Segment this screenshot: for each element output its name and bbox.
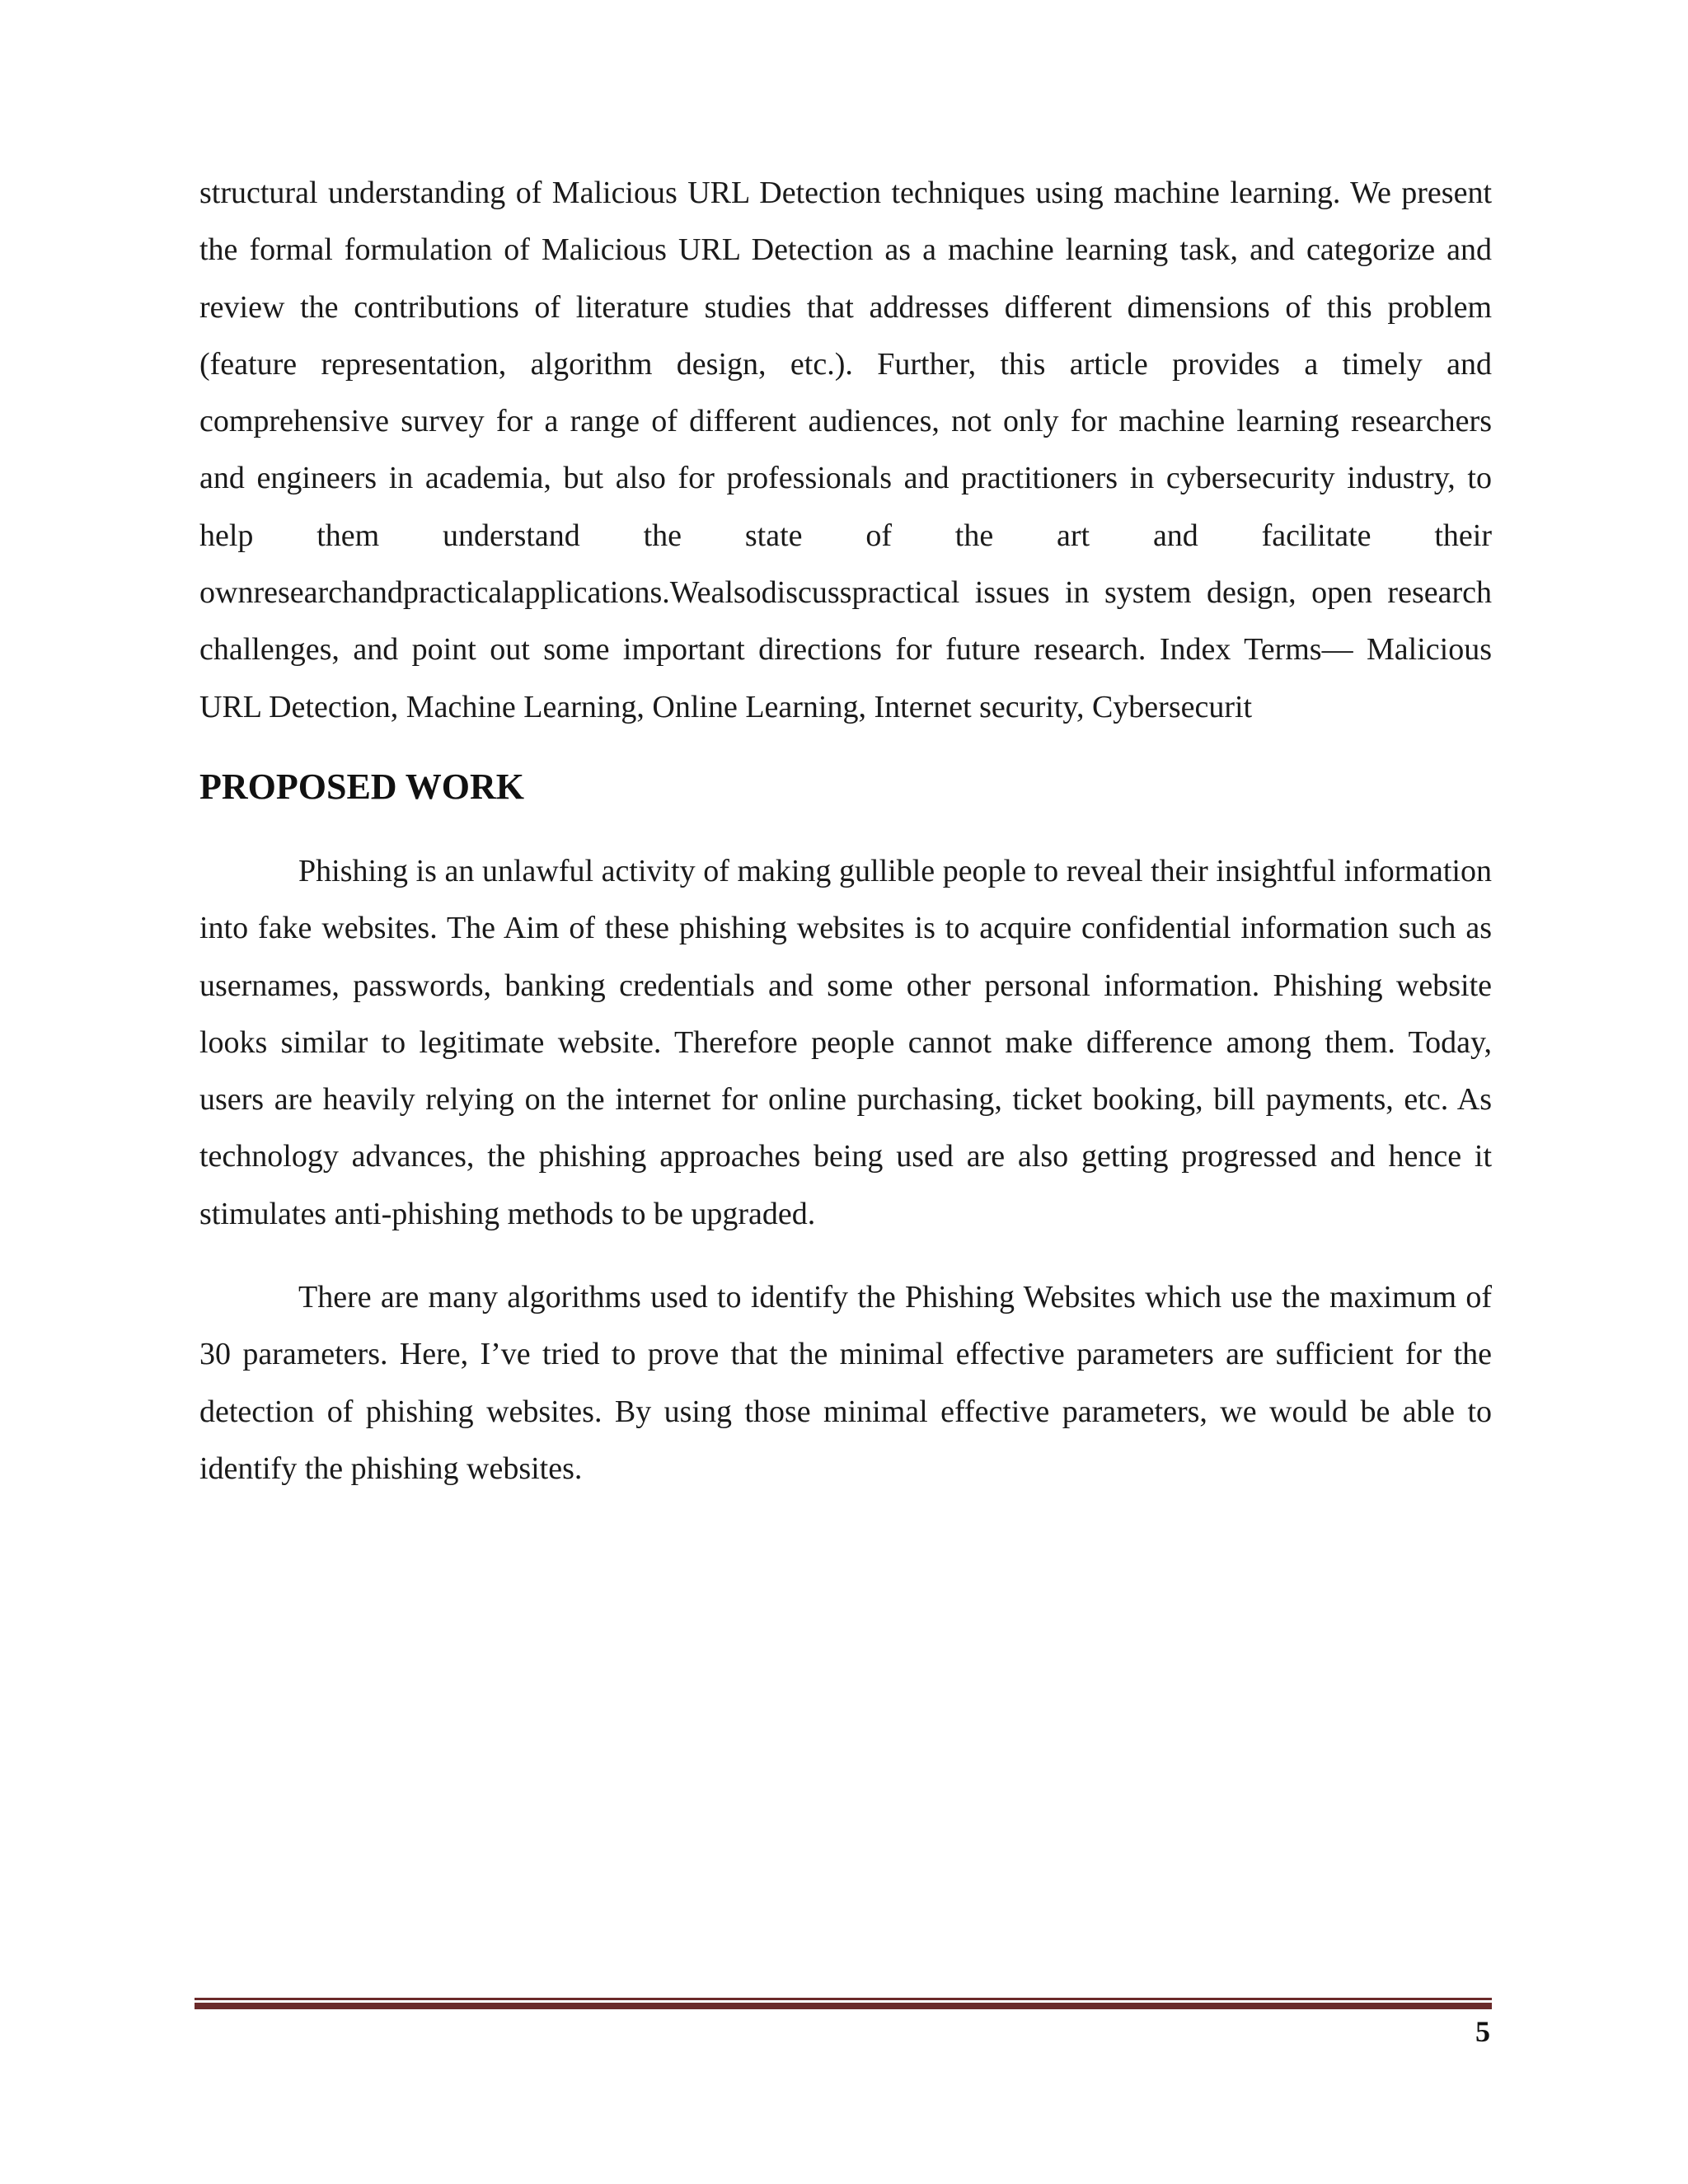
section-heading: PROPOSED WORK — [199, 766, 525, 807]
proposed-work-paragraph-2: There are many algorithms used to identify the Phishing Websites which use the maximum of 30 parameters. Here, I’ve tried to prove that the minimal effective parameters are sufficient for the detection of phishing websites. By using those minimal effective parameters, we would be able to identify the phishing websites. — [199, 1280, 1492, 1486]
footer-rule — [195, 1998, 1492, 2009]
page-number: 5 — [1475, 2015, 1490, 2048]
proposed-work-paragraph-1: Phishing is an unlawful activity of making gullible people to reveal their insightful information into fake websites. The Aim of these phishing websites is to acquire confidential information such as usernames, passwords, banking credentials and some other personal information. Phishing website looks similar to legitimate website. Therefore people cannot make difference among them. Today, users are heavily relying on the internet for online purchasing, ticket booking, bill payments, etc. As technology advances, the phishing approaches being used are also getting progressed and hence it stimulates anti-phishing methods to be upgraded. — [199, 853, 1492, 1231]
paragraph-spacer — [199, 1243, 1492, 1269]
page-body — [199, 165, 1492, 1497]
footer-rule-thin-line — [195, 1998, 1492, 2000]
intro-paragraph: structural understanding of Malicious URL Detection techniques using machine learning. We present the formal formulation of Malicious URL Detection as a machine learning task, and categorize and review the contributions of literature studies that addresses different dimensions of this problem (feature representation, algorithm design, etc.). Further, this article provides a timely and comprehensive survey for a range of different audiences, not only for machine learning researchers and engineers in academia, but also for professionals and practitioners in cybersecurity industry, to help them understand the state of the art and facilitate their ownresearchandpracticalapplications.Wealsodiscusspractical issues in system design, open research challenges, and point out some important directions for future research. Index Terms— Malicious URL Detection, Machine Learning, Online Learning, Internet security, Cybersecurit — [199, 176, 1492, 724]
footer-rule-thick-line — [195, 2003, 1492, 2009]
